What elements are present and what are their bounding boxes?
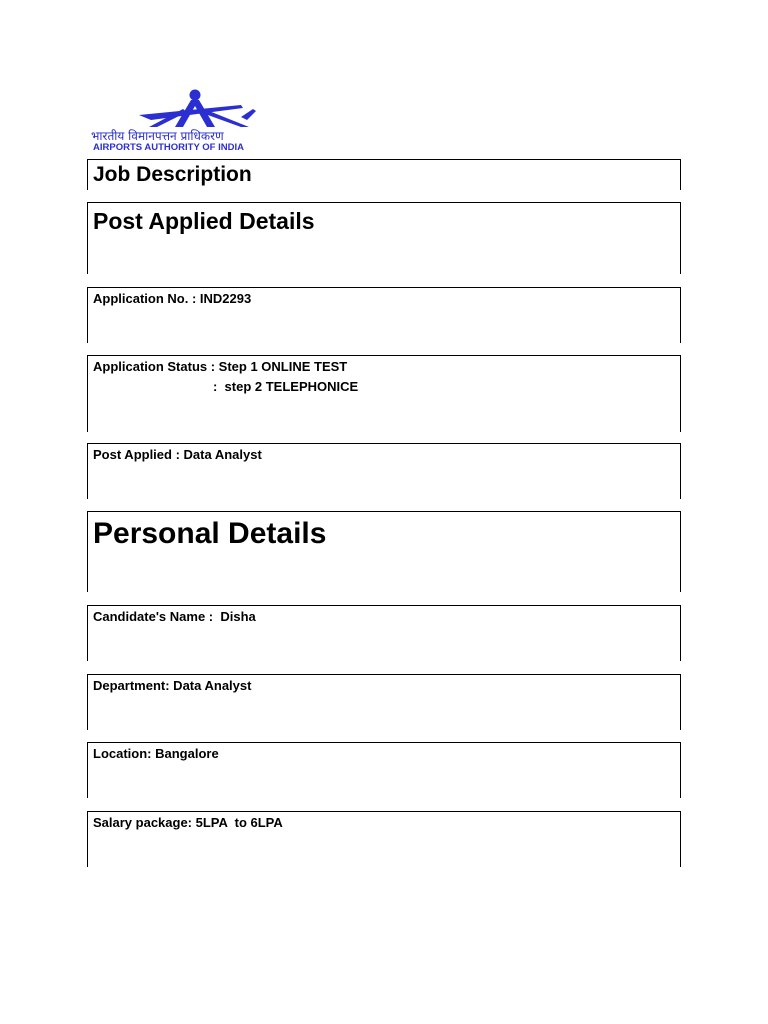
candidate-name-text: Candidate's Name : Disha [93,609,256,624]
salary-package-text: Salary package: 5LPA to 6LPA [93,815,283,830]
candidate-name-box [87,605,681,661]
application-no-text: Application No. : IND2293 [93,291,252,306]
department-text: Department: Data Analyst [93,678,252,693]
application-status-line1: Application Status : Step 1 ONLINE TEST [93,359,348,374]
application-status-box [87,355,681,432]
logo-english-text: AIRPORTS AUTHORITY OF INDIA [93,142,244,153]
location-box [87,742,681,798]
salary-package-box [87,811,681,867]
job-description-box [87,159,681,190]
personal-details-box [87,511,681,592]
post-applied-box [87,443,681,499]
application-no-box [87,287,681,343]
logo-hindi-text: भारतीय विमानपत्तन प्राधिकरण [91,129,224,143]
post-applied-text: Post Applied : Data Analyst [93,447,262,462]
department-box [87,674,681,730]
application-status-line2: : step 2 TELEPHONICE [213,379,359,394]
location-text: Location: Bangalore [93,746,219,761]
post-applied-details-heading: Post Applied Details [93,208,315,234]
job-description-heading: Job Description [93,163,252,186]
aai-logo [91,87,307,153]
post-applied-details-box [87,202,681,274]
personal-details-heading: Personal Details [93,517,327,550]
